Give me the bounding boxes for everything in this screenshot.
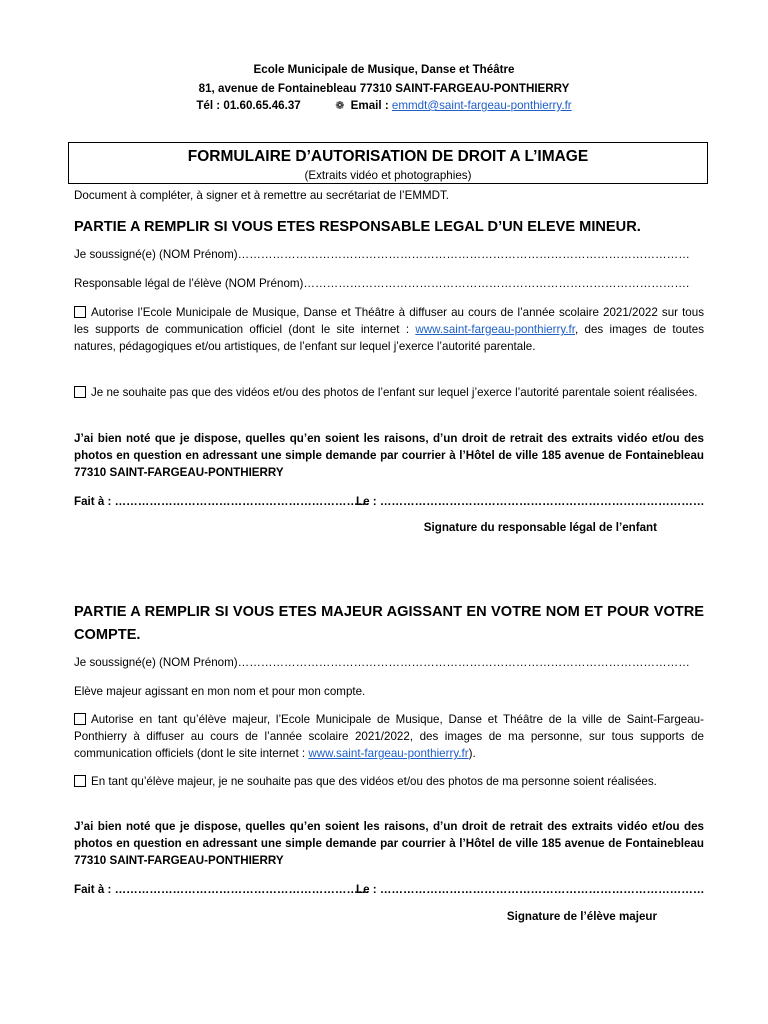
website-link[interactable]: www.saint-fargeau-ponthierry.fr bbox=[308, 747, 469, 760]
flower-icon: ❁ bbox=[335, 100, 345, 112]
part-a-date-field[interactable]: Le : ………………………………………………………………………… bbox=[356, 495, 705, 508]
email-link[interactable]: emmdt@saint-fargeau-ponthierry.fr bbox=[391, 99, 572, 112]
part-b-heading: PARTIE A REMPLIR SI VOUS ETES MAJEUR AGISSANT EN VOTRE NOM ET POUR VOTRE COMPTE. bbox=[74, 604, 704, 643]
school-name: Ecole Municipale de Musique, Danse et Théâtre bbox=[253, 63, 515, 76]
part-b-option1-text-end: ). bbox=[468, 747, 476, 760]
part-b-option2-text: En tant qu’élève majeur, je ne souhaite pas que des vidéos et/ou des photos de ma personne soient réalisées. bbox=[91, 775, 657, 788]
part-a-guardian-field[interactable]: Responsable légal de l’élève (NOM Prénom)………………………………………………………………………………………. bbox=[74, 277, 690, 290]
checkbox-icon[interactable] bbox=[74, 775, 86, 787]
part-b-option1-text: Autorise en tant qu’élève majeur, l’Ecole Municipale de Musique, Danse et Théâtre de la ville de Saint-Fargeau-Ponthierry à diffuser au cours de l’année scolaire 2021/2022, des images de ma personne, sur tous supports de communication officiels (dont le site internet : bbox=[74, 713, 704, 760]
checkbox-icon[interactable] bbox=[74, 386, 86, 398]
form-subtitle: (Extraits vidéo et photographies) bbox=[304, 169, 472, 182]
contact-line bbox=[0, 97, 768, 115]
part-a-signature-label: Signature du responsable légal de l’enfant bbox=[423, 521, 657, 534]
part-b-option-authorize bbox=[74, 711, 704, 762]
title-box bbox=[68, 142, 708, 184]
school-address: 81, avenue de Fontainebleau 77310 SAINT-FARGEAU-PONTHIERRY bbox=[198, 82, 570, 95]
part-a-withdrawal: J’ai bien noté que je dispose, quelles qu’en soient les raisons, d’un droit de retrait des extraits vidéo et/ou des photos en question en adressant une simple demande par courrier à l’Hôtel de ville 185 avenue de Fontainebleau 77310 SAINT-FARGEAU-PONTHIERRY bbox=[74, 432, 704, 479]
part-a-option2-text: Je ne souhaite pas que des vidéos et/ou des photos de l’enfant sur lequel j’exerce l’autorité parentale soient réalisées. bbox=[91, 386, 698, 399]
checkbox-icon[interactable] bbox=[74, 713, 86, 725]
part-b-option-refuse bbox=[74, 773, 704, 790]
part-a-option1-text-end: , des images de toutes natures, pédagogiques et/ou artistiques, de l’enfant sur lequel j’exerce l’autorité parentale. bbox=[74, 323, 704, 353]
part-b-adult-line: Elève majeur agissant en mon nom et pour mon compte. bbox=[74, 685, 366, 698]
checkbox-icon[interactable] bbox=[74, 306, 86, 318]
part-b-withdrawal: J’ai bien noté que je dispose, quelles qu’en soient les raisons, d’un droit de retrait des extraits vidéo et/ou des photos en question en adressant une simple demande par courrier à l’Hôtel de ville 185 avenue de Fontainebleau 77310 SAINT-FARGEAU-PONTHIERRY bbox=[74, 820, 704, 867]
part-a-option-authorize bbox=[74, 304, 704, 355]
intro-text: Document à compléter, à signer et à remettre au secrétariat de l’EMMDT. bbox=[74, 189, 450, 202]
part-a-option-refuse bbox=[74, 384, 704, 401]
part-b-signature-label: Signature de l’élève majeur bbox=[506, 910, 657, 923]
part-b-name-field[interactable]: Je soussigné(e) (NOM Prénom)……………………………………………………………………………………………………… bbox=[74, 656, 690, 669]
part-a-place-field[interactable]: Fait à : ………………………………………………………… bbox=[74, 495, 370, 508]
website-link[interactable]: www.saint-fargeau-ponthierry.fr bbox=[415, 323, 575, 336]
part-a-name-field[interactable]: Je soussigné(e) (NOM Prénom)……………………………………………………………………………………………………… bbox=[74, 248, 690, 261]
part-a-heading: PARTIE A REMPLIR SI VOUS ETES RESPONSABLE LEGAL D’UN ELEVE MINEUR. bbox=[74, 219, 641, 235]
part-a-option1-text: Autorise l’Ecole Municipale de Musique, Danse et Théâtre à diffuser au cours de l’année scolaire 2021/2022 sur tous les supports de communication officiel (dont le site internet : bbox=[74, 306, 704, 336]
part-b-date-field[interactable]: Le : ………………………………………………………………………… bbox=[356, 883, 705, 896]
phone-number: Tél : 01.60.65.46.37 bbox=[196, 99, 301, 112]
email-label: Email : bbox=[350, 99, 389, 112]
part-b-place-field[interactable]: Fait à : ………………………………………………………… bbox=[74, 883, 370, 896]
form-title: FORMULAIRE D’AUTORISATION DE DROIT A L’IMAGE bbox=[187, 148, 589, 165]
